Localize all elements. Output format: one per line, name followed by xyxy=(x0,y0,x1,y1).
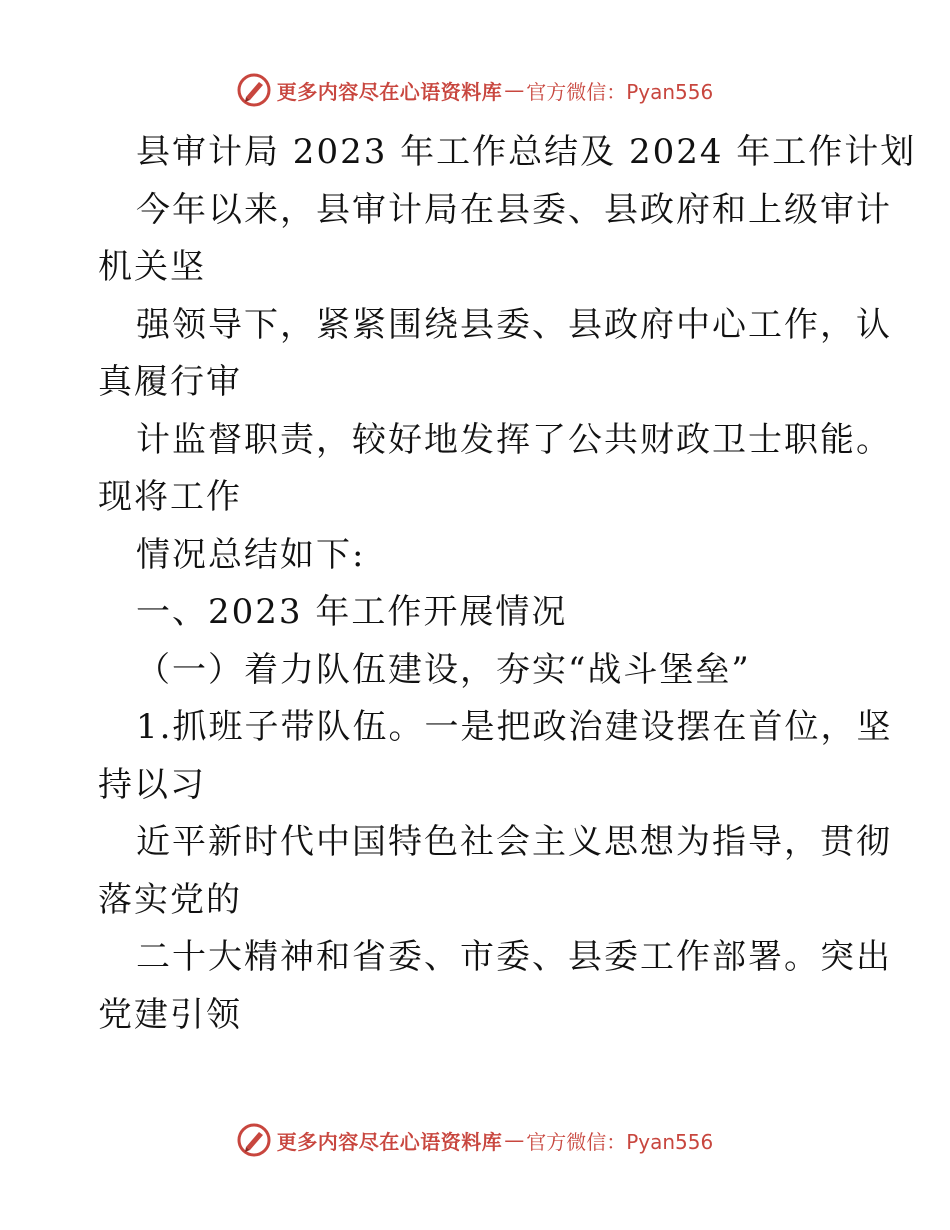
pen-logo-icon xyxy=(237,73,271,107)
document-body xyxy=(98,124,917,1044)
text-line: 情况总结如下: xyxy=(136,534,366,575)
banner-sub-text: 官方微信：Pyan556 xyxy=(526,79,714,104)
banner-dash: — xyxy=(504,1128,525,1152)
doc-title-line: 县审计局 2023 年工作总结及 2024 年工作计划 xyxy=(136,132,917,172)
banner-main-text: 更多内容尽在心语资料库 xyxy=(276,1129,503,1154)
text-line: 二十大精神和省委、市委、县委工作部署。突出 xyxy=(136,937,892,977)
text-line: 强领导下，紧紧围绕县委、县政府中心工作，认 xyxy=(136,304,892,345)
subsection-heading: （一）着力队伍建设，夯实“战斗堡垒” xyxy=(136,649,751,690)
text-line: 今年以来，县审计局在县委、县政府和上级审计 xyxy=(136,189,892,230)
text-line: 落实党的 xyxy=(98,879,242,920)
banner-main-text: 更多内容尽在心语资料库 xyxy=(276,79,503,104)
text-line: 计监督职责，较好地发挥了公共财政卫士职能。 xyxy=(136,419,892,460)
header-watermark-banner xyxy=(0,70,950,110)
banner-sub-text: 官方微信：Pyan556 xyxy=(526,1129,714,1154)
text-line: 真履行审 xyxy=(98,362,242,402)
text-line: 机关坚 xyxy=(98,247,206,287)
text-line: 1.抓班子带队伍。一是把政治建设摆在首位，坚 xyxy=(136,707,893,747)
section-heading: 一、2023 年工作开展情况 xyxy=(136,592,568,632)
footer-watermark-banner xyxy=(0,1120,950,1160)
banner-dash: — xyxy=(504,78,525,102)
pen-logo-icon xyxy=(237,1123,271,1157)
text-line: 近平新时代中国特色社会主义思想为指导，贯彻 xyxy=(136,822,892,862)
text-line: 党建引领 xyxy=(98,994,242,1035)
text-line: 现将工作 xyxy=(98,477,242,517)
text-line: 持以习 xyxy=(98,764,206,805)
